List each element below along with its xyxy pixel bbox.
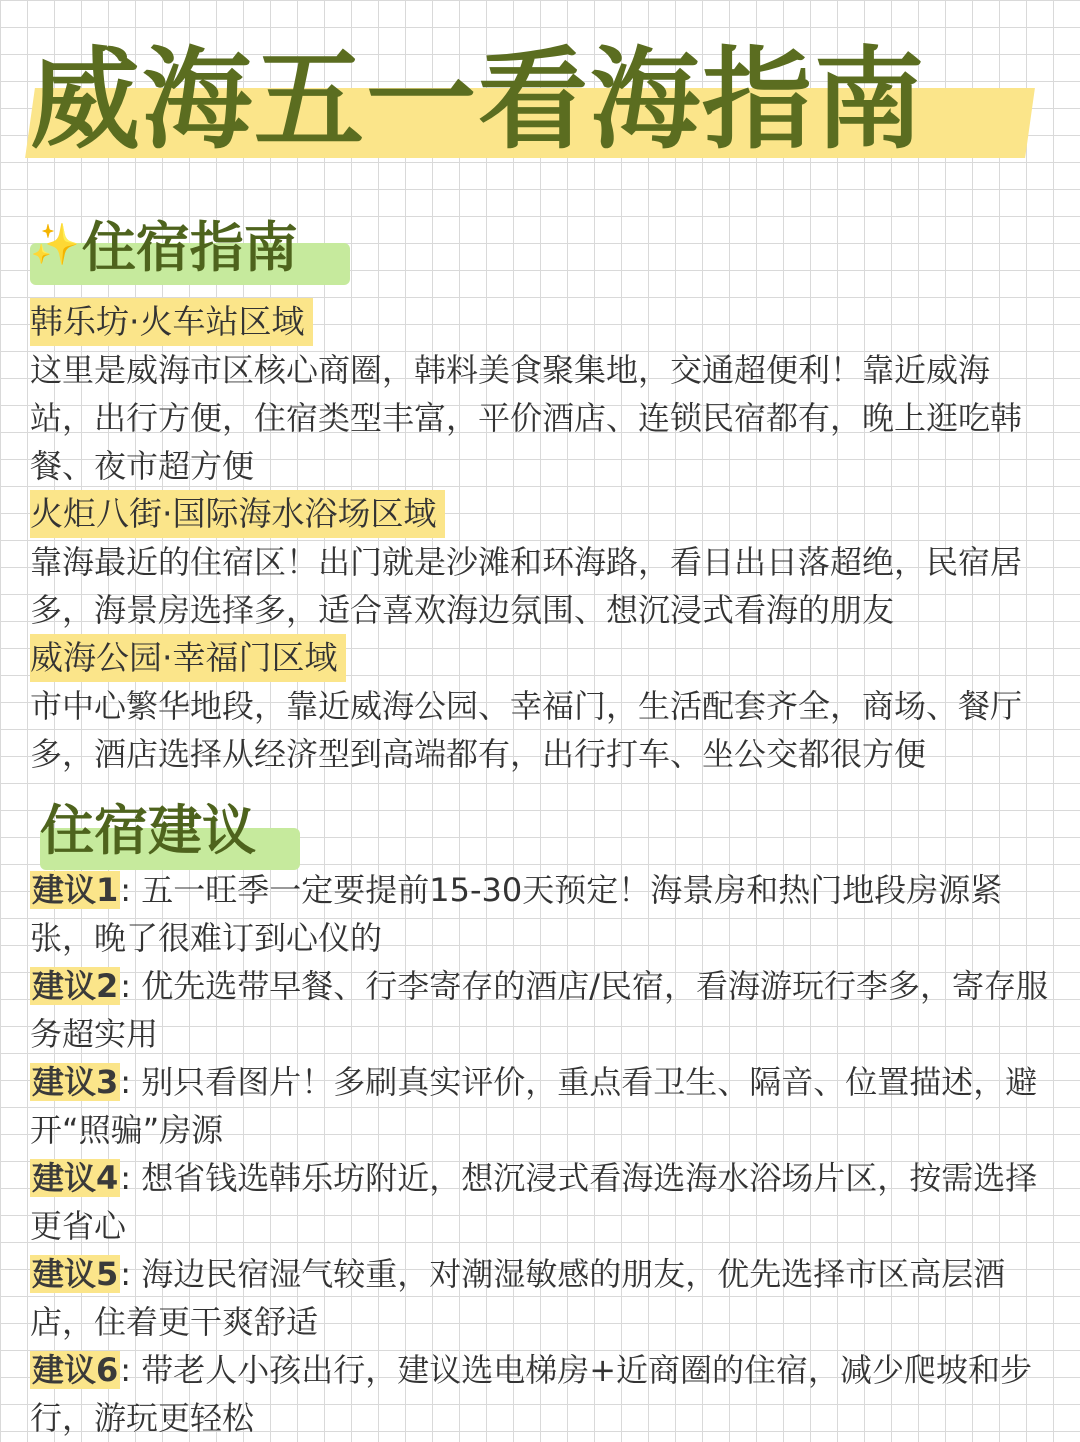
section-header-accommodation-guide (30, 205, 360, 285)
tip-text: 优先选带早餐、行李寄存的酒店/民宿，看海游玩行李多，寄存服务超实用 (30, 967, 1049, 1053)
tip-item: 建议1: 五一旺季一定要提前15-30天预定！海景房和热门地段房源紧张，晚了很难订到心仪的 (30, 871, 1003, 957)
page-title: 威海五一看海指南 (30, 35, 926, 164)
tip-item: 建议5: 海边民宿湿气较重，对潮湿敏感的朋友，优先选择市区高层酒店，住着更干爽舒适 (30, 1255, 1006, 1341)
tip-text: 海边民宿湿气较重，对潮湿敏感的朋友，优先选择市区高层酒店，住着更干爽舒适 (30, 1255, 1006, 1341)
tip-item: 建议3: 别只看图片！多刷真实评价，重点看卫生、隔音、位置描述，避开“照骗”房源 (30, 1063, 1038, 1149)
tip-label: 建议5 (32, 1255, 119, 1293)
section-title: 住宿指南 (81, 215, 298, 279)
area-name: 威海公园·幸福门区域 (30, 634, 346, 682)
area-name: 火炬八街·国际海水浴场区域 (30, 490, 445, 538)
title-block (30, 30, 1050, 170)
tip-label: 建议6 (32, 1351, 119, 1389)
area-item (30, 634, 1050, 778)
tip-text: 想省钱选韩乐坊附近，想沉浸式看海选海水浴场片区，按需选择更省心 (30, 1159, 1038, 1245)
tip-text: 别只看图片！多刷真实评价，重点看卫生、隔音、位置描述，避开“照骗”房源 (30, 1063, 1038, 1149)
section-title: 住宿建议 (40, 798, 256, 862)
tip-item: 建议6: 带老人小孩出行，建议选电梯房+近商圈的住宿，减少爬坡和步行，游玩更轻松 (30, 1351, 1033, 1437)
area-item (30, 298, 1050, 490)
area-description: 这里是威海市区核心商圈，韩料美食聚集地，交通超便利！靠近威海站，出行方便，住宿类型丰富，平价酒店、连锁民宿都有，晚上逛吃韩餐、夜市超方便 (30, 351, 1023, 485)
tip-label: 建议1 (32, 871, 119, 909)
tip-text: 带老人小孩出行，建议选电梯房+近商圈的住宿，减少爬坡和步行，游玩更轻松 (30, 1351, 1033, 1437)
area-description: 靠海最近的住宿区！出门就是沙滩和环海路，看日出日落超绝，民宿居多，海景房选择多，适合喜欢海边氛围、想沉浸式看海的朋友 (30, 543, 1023, 629)
tip-text: 五一旺季一定要提前15-30天预定！海景房和热门地段房源紧张，晚了很难订到心仪的 (30, 871, 1003, 957)
tip-item: 建议2: 优先选带早餐、行李寄存的酒店/民宿，看海游玩行李多，寄存服务超实用 (30, 967, 1049, 1053)
tip-label: 建议2 (32, 967, 119, 1005)
tip-label: 建议3 (32, 1063, 119, 1101)
sparkles-icon: ✨ (30, 221, 80, 268)
area-description: 市中心繁华地段，靠近威海公园、幸福门，生活配套齐全，商场、餐厅多，酒店选择从经济型到高端都有，出行打车、坐公交都很方便 (30, 687, 1023, 773)
area-name: 韩乐坊·火车站区域 (30, 298, 313, 346)
tip-item: 建议4: 想省钱选韩乐坊附近，想沉浸式看海选海水浴场片区，按需选择更省心 (30, 1159, 1038, 1245)
area-item (30, 490, 1050, 634)
accommodation-tips (30, 866, 1050, 1442)
tip-label: 建议4 (32, 1159, 119, 1197)
section-header-accommodation-tips (40, 790, 320, 870)
accommodation-areas (30, 298, 1050, 778)
